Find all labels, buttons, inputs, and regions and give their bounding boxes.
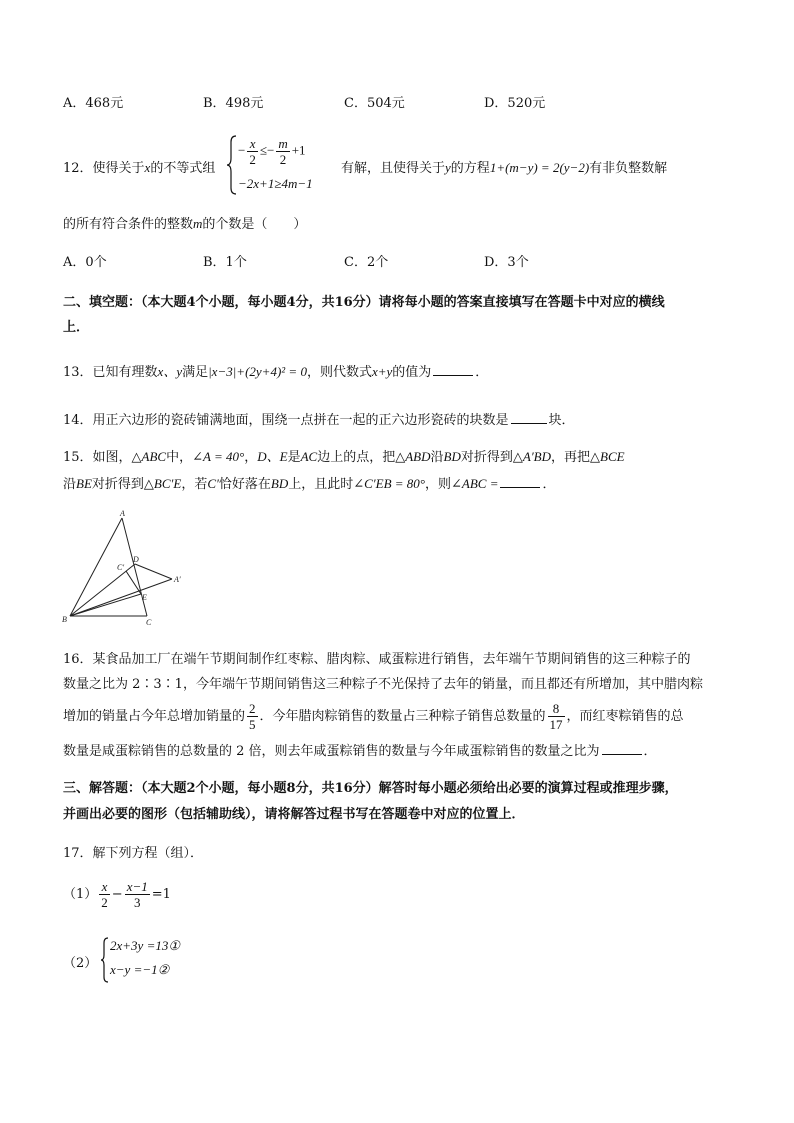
segment-ab [70,518,125,616]
q13-question: 13．已知有理数x、y满足|x−3|+(2y+4)² = 0，则代数式x+y的值为 ． [63,364,489,380]
label-a: A [120,509,125,518]
q12-inequality-system: − $\frac{x}{2}$ ≤− $\frac{m}{2}$ +1 −2x+1≥4m−1 [226,134,338,196]
q15-question-line2: 沿BE对折得到△BC′E，若C′恰好落在BD上，且此时∠C′EB = 80°，则∠ABC = ． [63,476,556,492]
brace-icon [226,134,238,196]
q14-answer-blank[interactable] [511,411,547,424]
q15-answer-blank[interactable] [500,475,540,488]
section3-heading-line1: 三、解答题：（本大题2个小题，每小题8分，共16分）解答时每小题必须给出必要的演算过程或推理步骤， [63,781,678,796]
q12-option-d: D．3个 [484,255,529,270]
q12-option-c: C．2个 [344,255,389,270]
q16-line3: 增加的销量占今年总增加销量的 $\frac{2}{5}$ ．今年腊肉粽销售的数量占三种粽子销售总数量的 $\frac{8}{17}$ ，而红枣粽销售的总 [63,701,684,732]
segment-bd [70,564,135,616]
fraction-2-5: $\frac{2}{5}$ [249,701,256,732]
label-e: E [142,593,147,602]
segment-be [70,594,141,616]
q16-line4: 数量是咸蛋粽销售的总数量的 2 倍，则去年咸蛋粽销售的数量与今年咸蛋粽销售的数量之比为 ． [63,744,657,759]
q11-option-d: D．520元 [484,96,546,111]
section3-heading-line2: 并画出必要的图形（包括辅助线），请将解答过程书写在答题卷中对应的位置上． [63,807,525,822]
label-a-prime: A′ [174,575,181,584]
q12-option-a: A．0个 [63,255,107,270]
label-d: D [133,555,139,564]
q15-question-line1: 15．如图，△ABC中，∠A = 40°，D、E是AC边上的点，把△ABD沿BD对折得到△A′BD，再把△BCE [63,449,625,465]
q16-line2: 数量之比为 2∶3∶1，今年端午节期间销售这三种粽子不光保持了去年的销量，而且都还有所增加，其中腊肉粽 [63,677,703,692]
q17-part1: （1） $\frac{x}{2}$ − $\frac{x-1}{3}$ =1 [63,879,171,910]
q17-part2-system: 2x+3y =13① x−y =−1② [100,936,230,984]
q13-answer-blank[interactable] [433,363,473,376]
q14-question: 14．用正六边形的瓷砖铺满地面，围绕一点拼在一起的正六边形瓷砖的块数是 块． [63,413,575,428]
segment-da1 [135,564,172,579]
q11-option-a: A．468元 [63,96,124,111]
q12-question-cont: 有解，且使得关于y的方程1+(m−y) = 2(y−2)有非负整数解 [341,160,668,176]
label-c: C [146,618,152,627]
q11-option-b: B．498元 [203,96,264,111]
fraction-8-17: $\frac{8}{17}$ [549,701,563,732]
q15-triangle-figure [60,508,190,628]
section2-heading: 二、填空题：（本大题4个小题，每小题4分，共16分）请将每小题的答案直接填写在答题卡中对应的横线 [63,295,665,310]
q17-part2-label: （2） [63,956,98,971]
q12-question-line2: 的所有符合条件的整数m的个数是（ ） [63,216,307,232]
label-c-prime: C′ [117,563,125,572]
label-b: B [62,615,67,624]
q16-line1: 16．某食品加工厂在端午节期间制作红枣粽、腊肉粽、咸蛋粽进行销售，去年端午节期间销售的这三种粽子的 [63,652,691,667]
q17-title: 17．解下列方程（组）． [63,846,204,861]
q16-answer-blank[interactable] [602,742,642,755]
brace-icon [100,936,110,984]
q11-option-c: C．504元 [344,96,405,111]
q12-option-b: B．1个 [203,255,247,270]
q12-question: 12．使得关于x的不等式组 [63,160,216,176]
segment-ba1 [70,579,172,616]
section2-heading-cont: 上． [63,320,90,335]
